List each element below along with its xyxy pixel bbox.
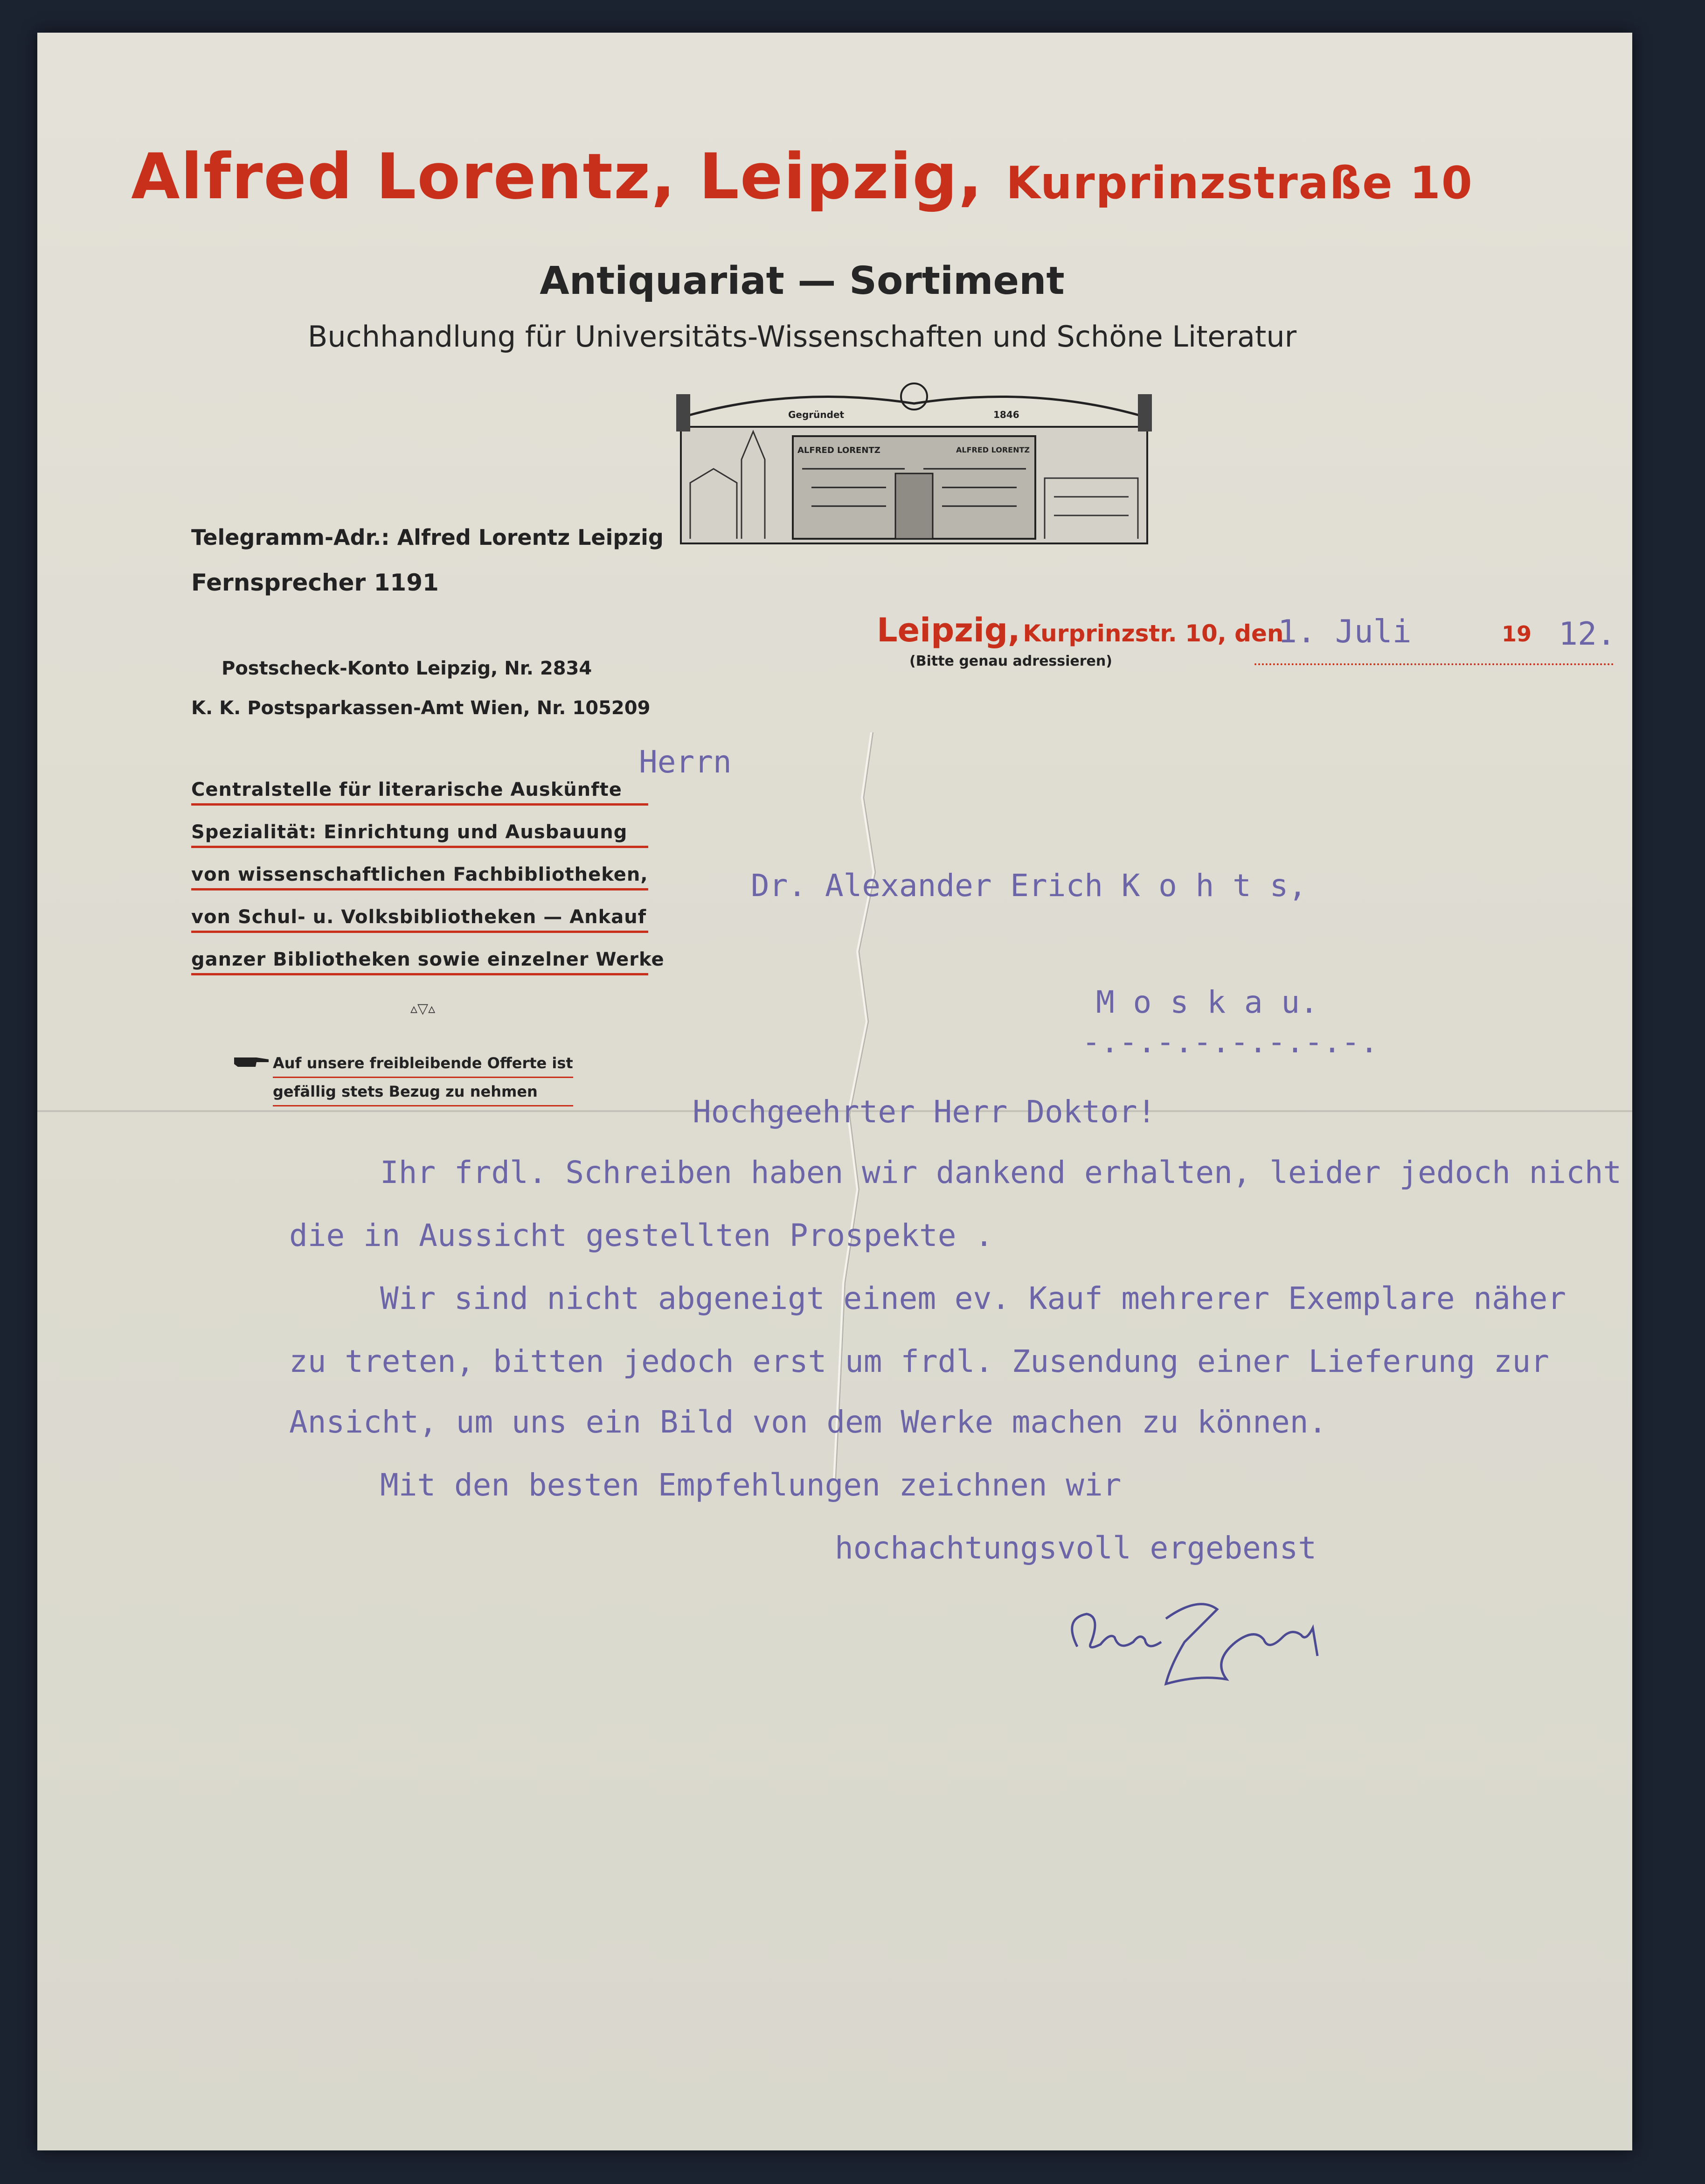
shop-vignette	[672, 376, 1157, 548]
date-year-suffix: 12.	[1559, 616, 1616, 653]
offer-note	[273, 1050, 573, 1106]
recipient-city: M o s k a u.	[1096, 984, 1318, 1020]
specialties-list	[191, 779, 665, 991]
ornament: ▵▽▵	[410, 1001, 436, 1017]
pointing-hand-icon	[233, 1051, 270, 1070]
letter-line: zu treten, bitten jedoch erst um frdl. Zusendung einer Lieferung zur	[289, 1343, 1550, 1379]
dateline-city: Leipzig,	[877, 611, 1020, 649]
telegram-address: Telegramm-Adr.: Alfred Lorentz Leipzig	[191, 525, 664, 550]
letterhead-tagline: Buchhandlung für Universitäts-Wissenschaften und Schöne Literatur	[307, 320, 1297, 354]
vignette-shop-right: ALFRED LORENTZ	[956, 445, 1030, 454]
offer-note-line1: Auf unsere freibleibende Offerte ist	[273, 1050, 573, 1078]
vignette-year: 1846	[993, 409, 1019, 420]
letter-line: die in Aussicht gestellten Prospekte .	[289, 1217, 993, 1253]
vignette-shop-left: ALFRED LORENTZ	[797, 445, 880, 455]
recipient-name: Dr. Alexander Erich K o h t s,	[751, 868, 1307, 904]
specialty-line: ganzer Bibliotheken sowie einzelner Werke	[191, 949, 648, 975]
specialty-line: von wissenschaftlichen Fachbibliotheken,	[191, 864, 648, 890]
letter-line: Ansicht, um uns ein Bild von dem Werke machen zu können.	[289, 1404, 1327, 1440]
phone-number: Fernsprecher 1191	[191, 569, 439, 596]
dateline	[877, 611, 1283, 649]
letter-paper	[37, 33, 1632, 2150]
postsparkasse-account: K. K. Postsparkassen-Amt Wien, Nr. 105209	[191, 697, 651, 719]
letter-greeting: Hochgeehrter Herr Doktor!	[693, 1094, 1156, 1130]
postscheck-account: Postscheck-Konto Leipzig, Nr. 2834	[222, 658, 592, 679]
offer-note-line2: gefällig stets Bezug zu nehmen	[273, 1078, 573, 1106]
firm-line: Alfred Lorentz, Leipzig,	[131, 140, 984, 213]
letterhead-subtitle: Antiquariat — Sortiment	[540, 259, 1065, 303]
firm-street: Kurprinzstraße 10	[1006, 158, 1473, 209]
specialty-line: Spezialität: Einrichtung und Ausbauung	[191, 821, 648, 848]
date-year-prefix: 19	[1502, 621, 1532, 647]
date-day: 1. Juli	[1278, 613, 1412, 650]
specialty-line: von Schul- u. Volksbibliotheken — Ankauf	[191, 906, 648, 933]
recipient-city-underline: -.-.-.-.-.-.-.-.	[1082, 1024, 1379, 1060]
dateline-address: Kurprinzstr. 10, den	[1023, 620, 1284, 647]
vignette-founded: Gegründet	[788, 409, 845, 420]
letterhead-firm-name	[37, 140, 1567, 213]
letter-line: Mit den besten Empfehlungen zeichnen wir	[380, 1467, 1122, 1503]
letter-line: Wir sind nicht abgeneigt einem ev. Kauf mehrerer Exemplare näher	[380, 1280, 1566, 1316]
address-note: (Bitte genau adressieren)	[909, 653, 1112, 669]
shop-illustration-icon	[672, 376, 1157, 548]
letter-closing: hochachtungsvoll ergebenst	[835, 1530, 1317, 1566]
date-field-line	[1254, 662, 1614, 665]
signature	[1059, 1591, 1320, 1698]
letter-line: Ihr frdl. Schreiben haben wir dankend erhalten, leider jedoch nicht	[380, 1155, 1622, 1190]
recipient-salutation: Herrn	[639, 744, 732, 780]
specialty-line: Centralstelle für literarische Auskünfte	[191, 779, 648, 806]
